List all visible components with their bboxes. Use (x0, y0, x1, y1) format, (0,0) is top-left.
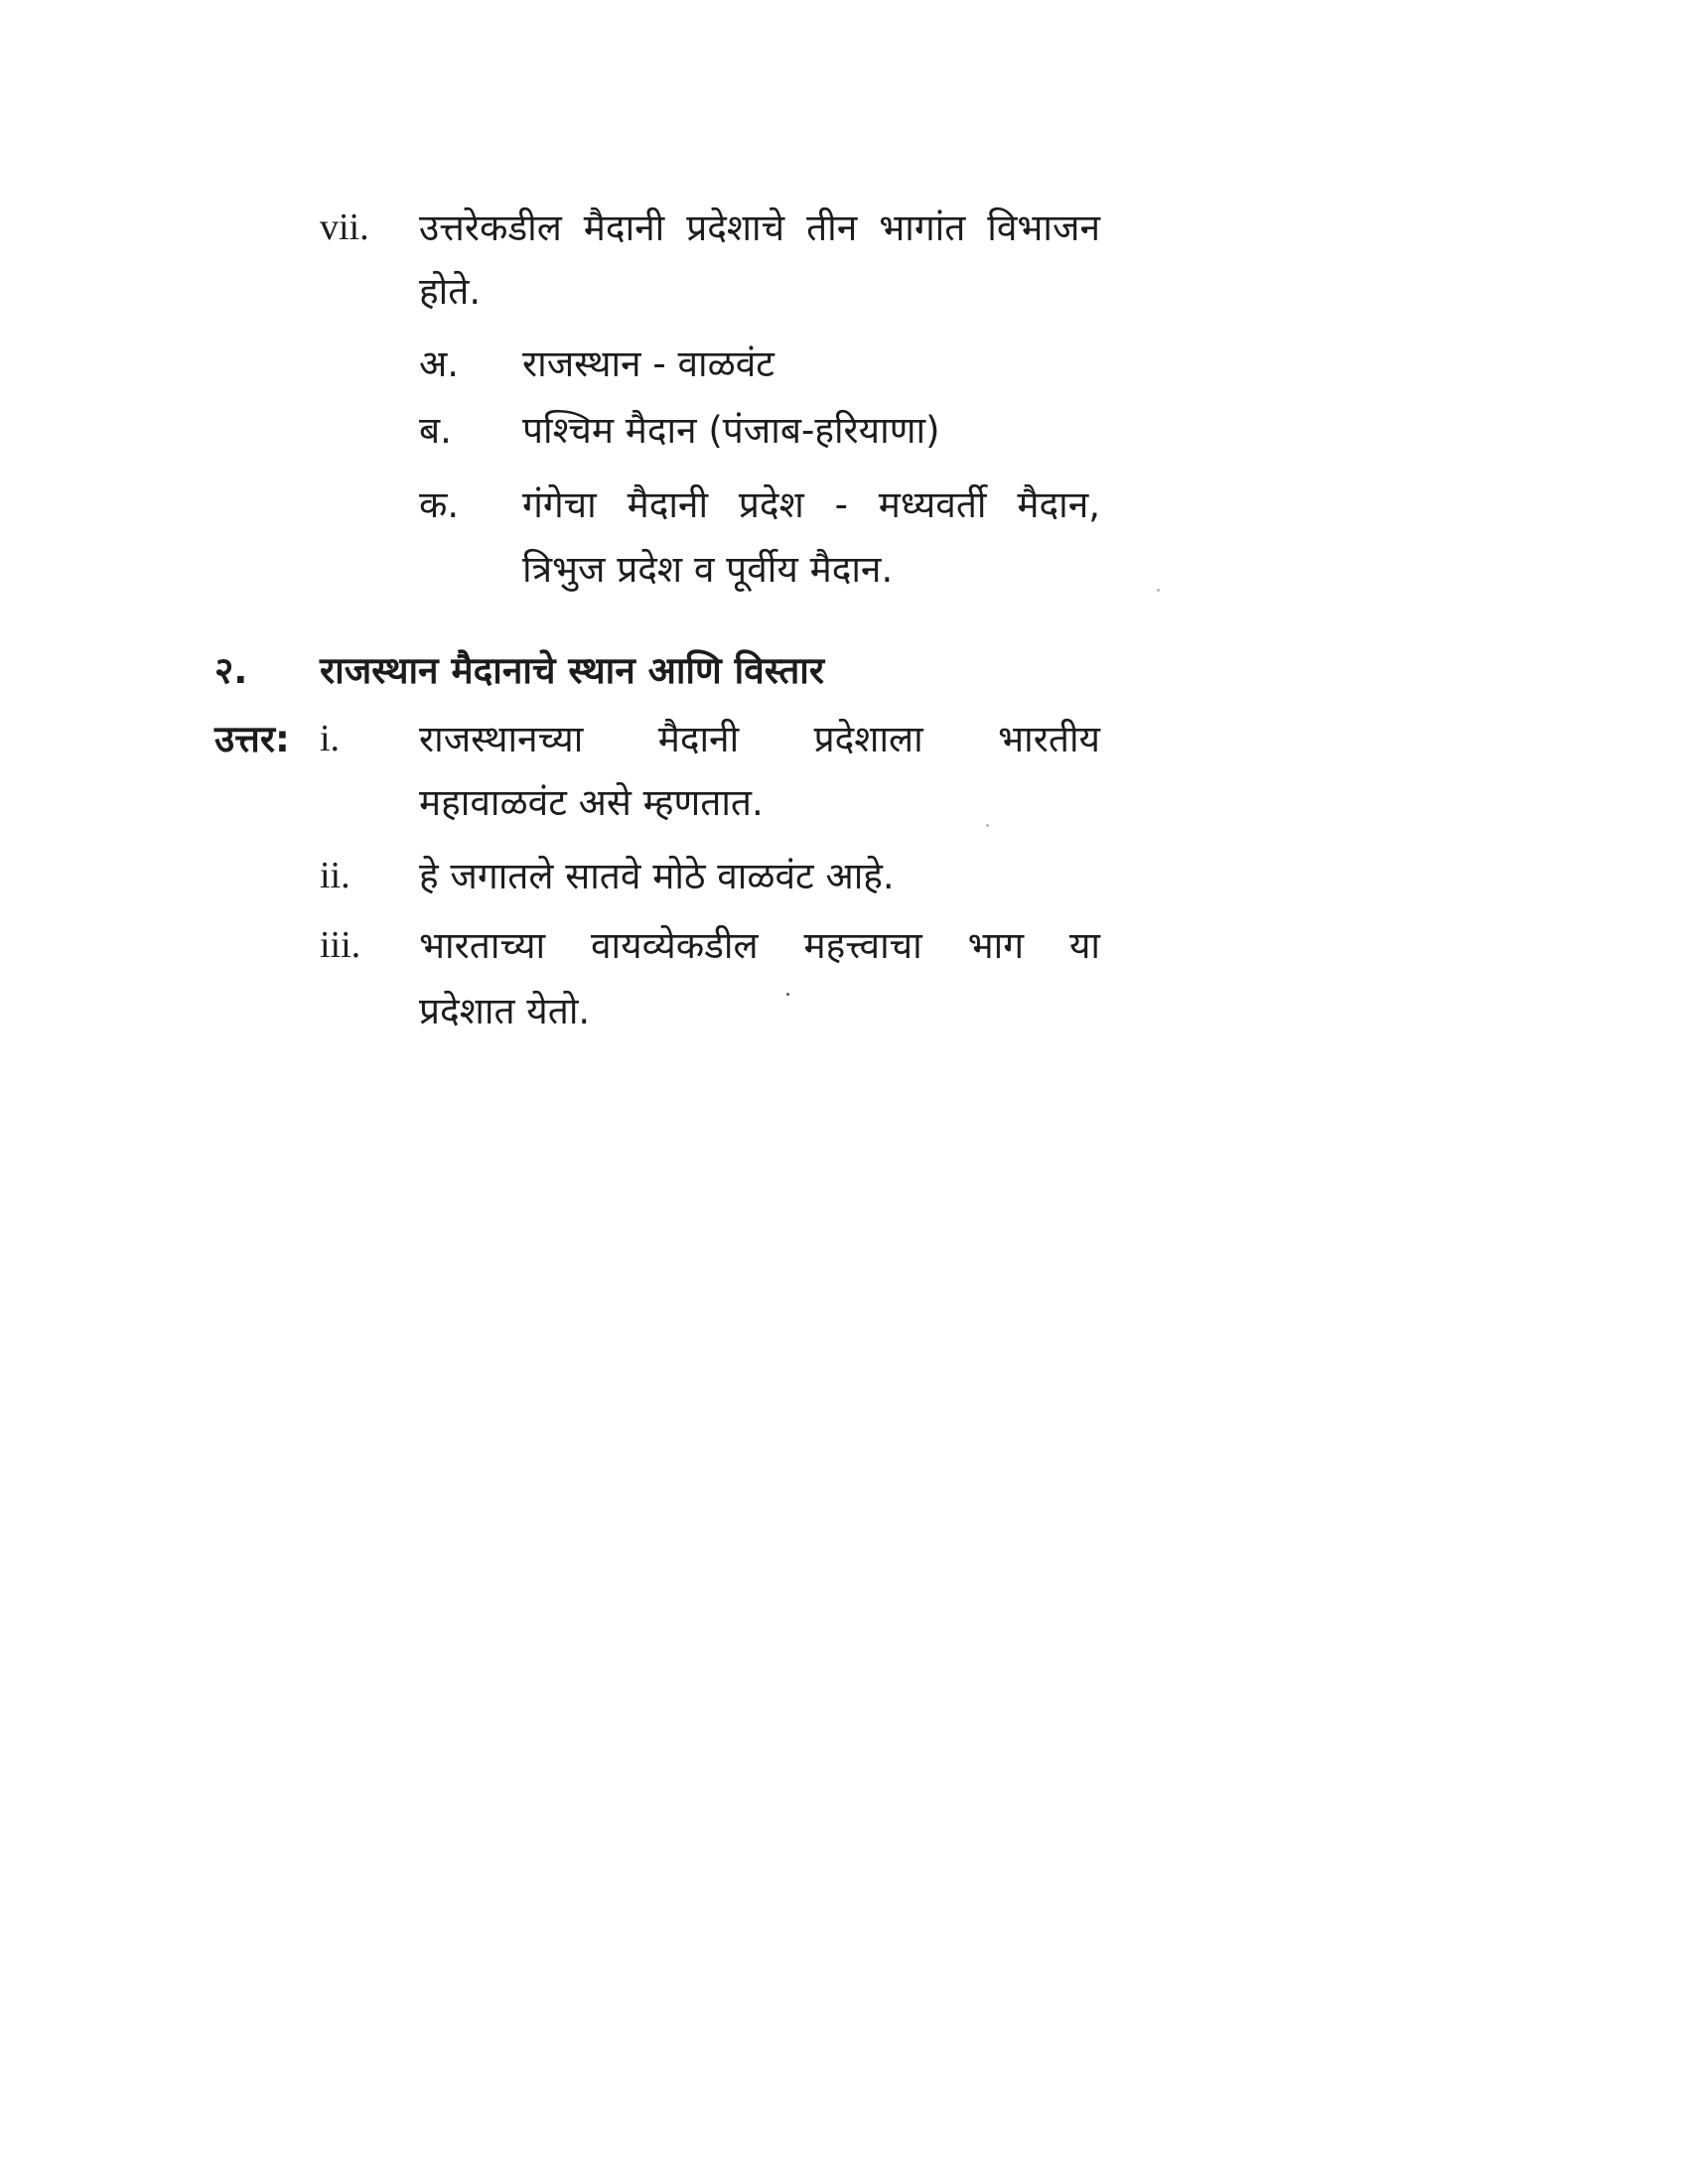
answer-label: उत्तर: (214, 718, 290, 760)
answer-item-i-line-2: महावाळवंट असे म्हणतात. (419, 781, 764, 824)
sub-item-label-c: क. (419, 483, 460, 526)
sub-item-label-a: अ. (419, 342, 460, 385)
item-number-vii: vii. (320, 206, 369, 248)
sub-item-text-b: पश्चिम मैदान (पंजाब-हरियाणा) (522, 409, 940, 452)
answer-item-number-ii: ii. (320, 855, 351, 896)
answer-item-ii-line-1: हे जगातले सातवे मोठे वाळवंट आहे. (419, 855, 895, 897)
sub-item-text-c-line-1: गंगेचा मैदानी प्रदेश - मध्यवर्ती मैदान, (522, 483, 1100, 526)
answer-item-number-iii: iii. (320, 924, 361, 966)
scan-speck (986, 824, 989, 827)
question-title: राजस्थान मैदानाचे स्थान आणि विस्तार (320, 649, 824, 692)
sub-item-label-b: ब. (419, 409, 452, 452)
sub-item-text-c-line-2: त्रिभुज प्रदेश व पूर्वीय मैदान. (522, 548, 894, 591)
answer-item-i-line-1: राजस्थानच्या मैदानी प्रदेशाला भारतीय (419, 718, 1100, 760)
answer-item-number-i: i. (320, 718, 341, 759)
answer-item-iii-line-2: प्रदेशात येतो. (419, 990, 591, 1032)
answer-item-iii-line-1: भारताच्या वायव्येकडील महत्त्वाचा भाग या (419, 924, 1100, 967)
sub-item-text-a: राजस्थान - वाळवंट (522, 342, 774, 385)
question-number: २. (214, 649, 248, 692)
item-vii-line-2: होते. (419, 270, 482, 313)
scan-speck (786, 993, 789, 996)
item-vii-line-1: उत्तरेकडील मैदानी प्रदेशाचे तीन भागांत विभाजन (419, 206, 1100, 249)
scan-speck (1157, 589, 1160, 592)
